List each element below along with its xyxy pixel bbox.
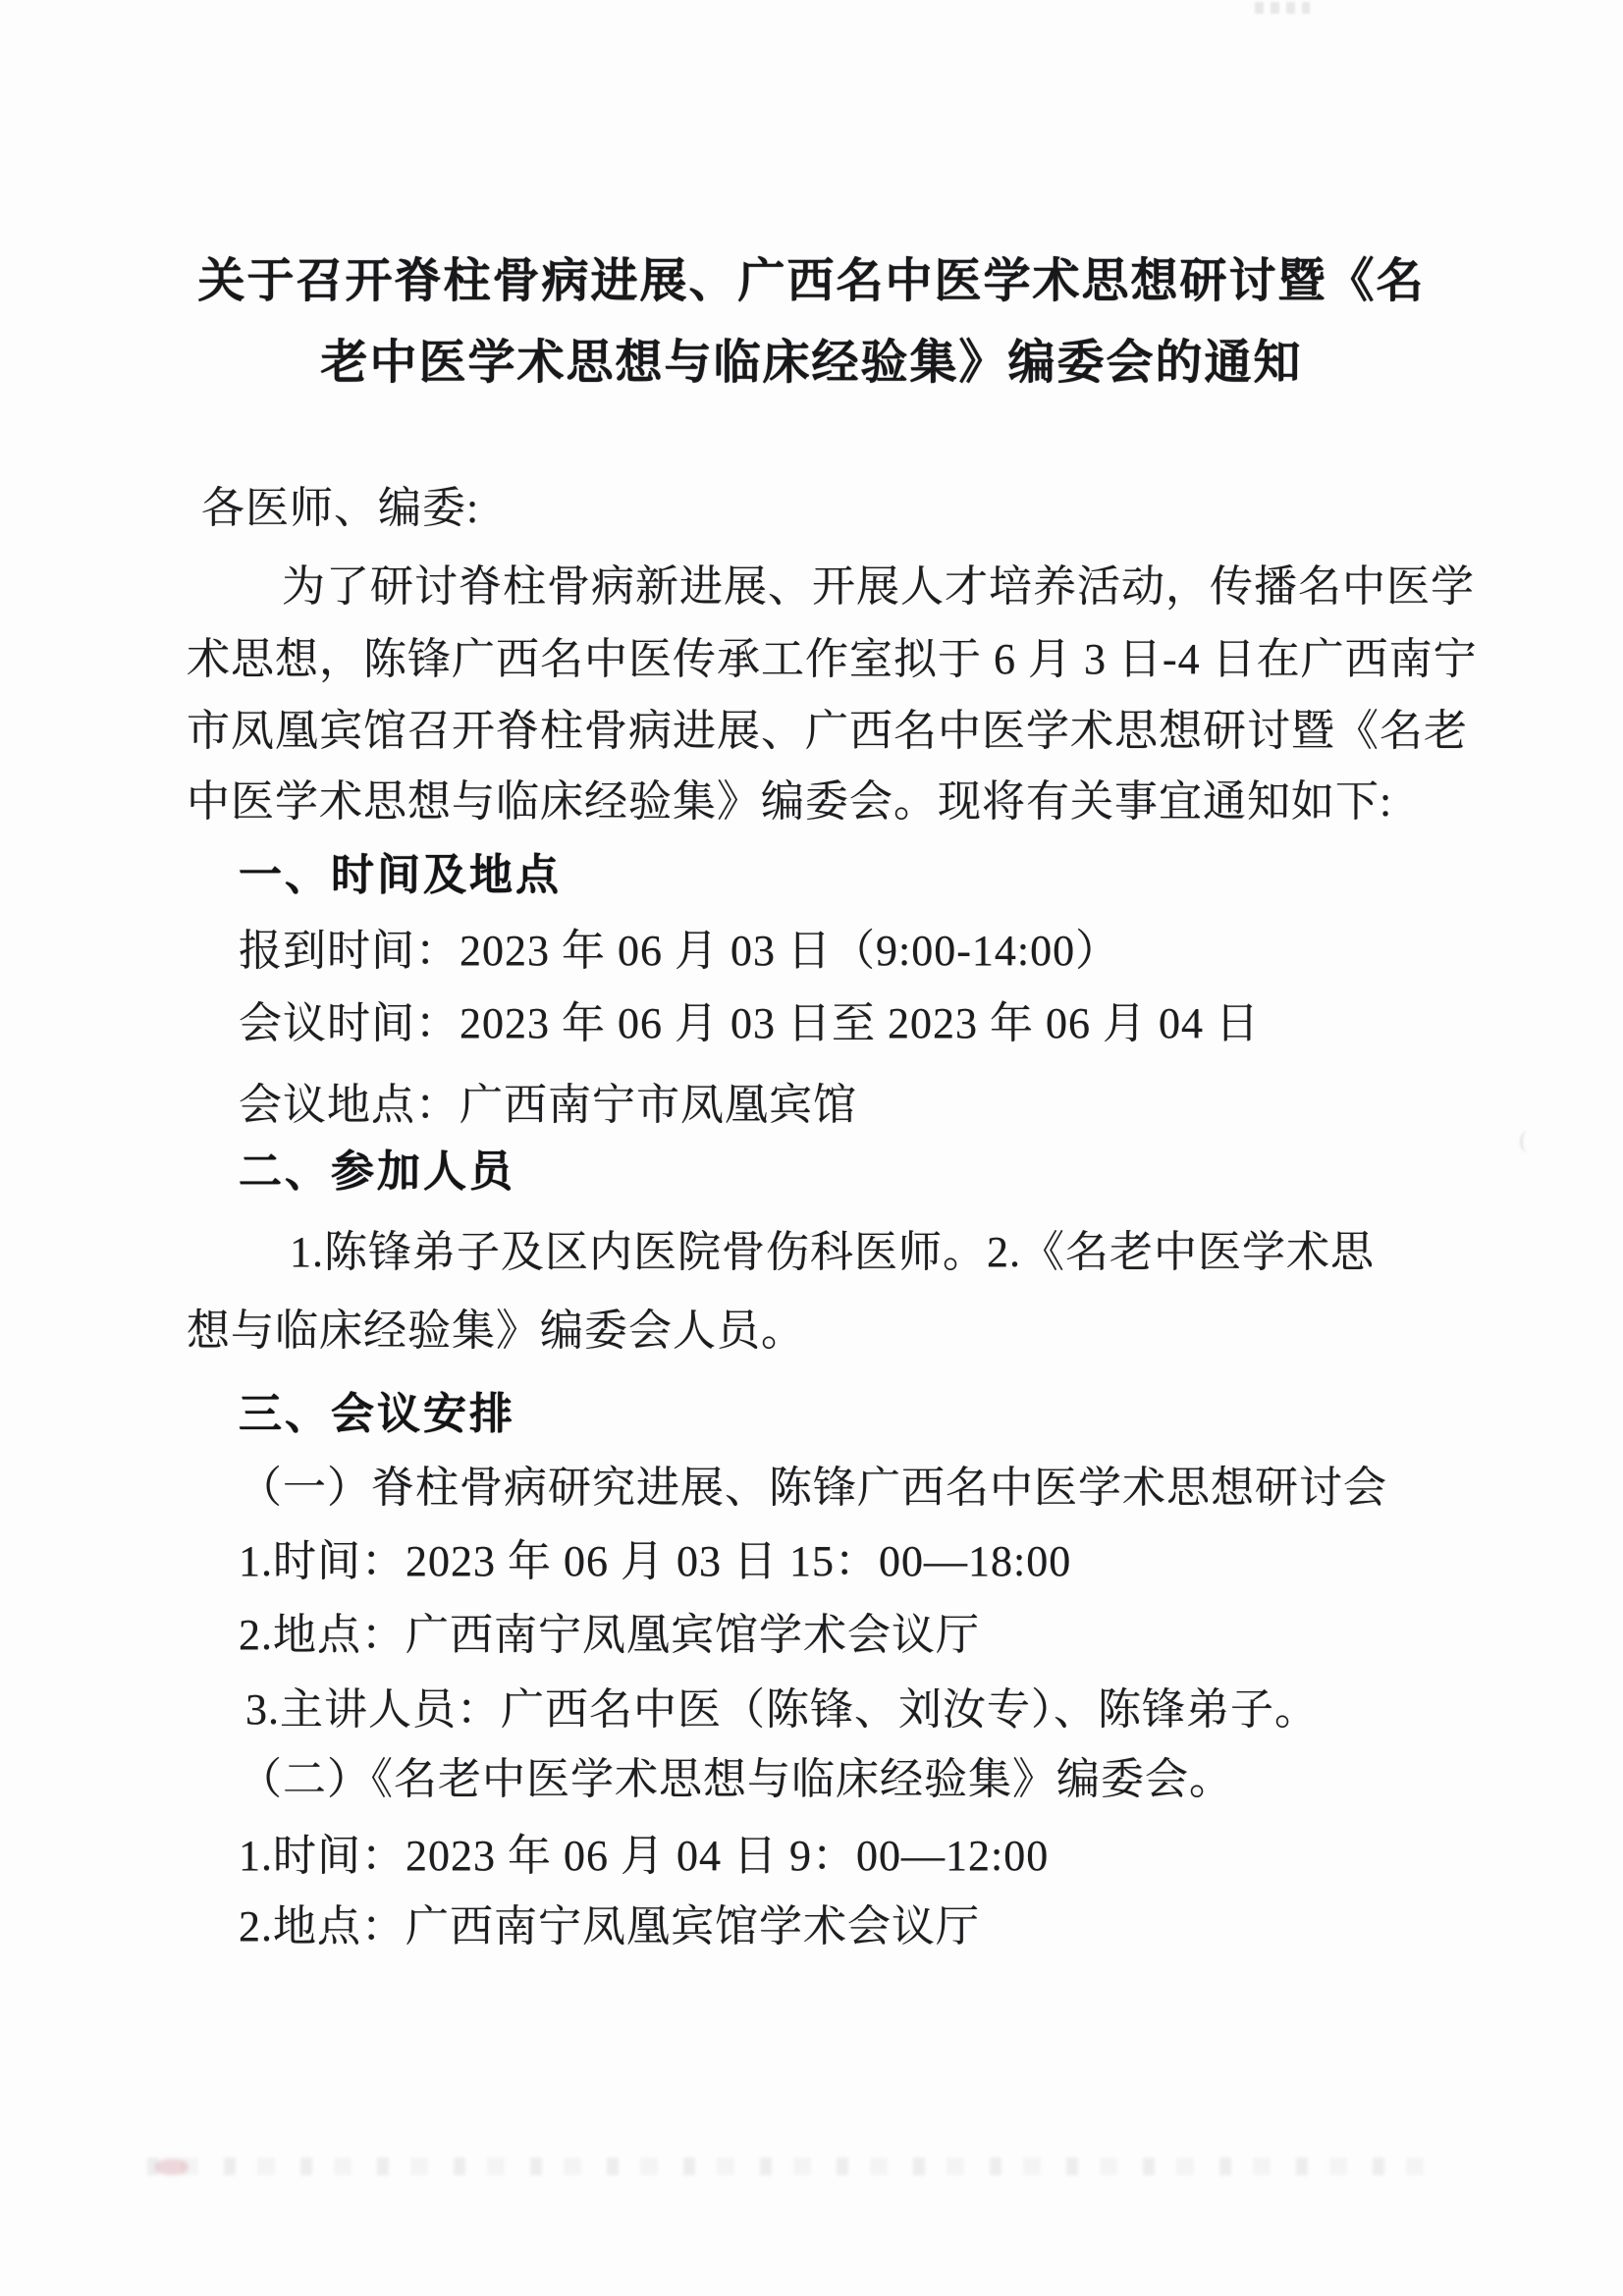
section-heading-1: 一、时间及地点 xyxy=(239,851,562,899)
agenda-time-line: 1.时间：2023 年 06 月 04 日 9：00—12:00 xyxy=(239,1832,1050,1880)
meeting-time-line: 会议时间：2023 年 06 月 03 日至 2023 年 06 月 04 日 xyxy=(239,999,1260,1047)
paragraph-line: 术思想，陈锋广西名中医传承工作室拟于 6 月 3 日-4 日在广西南宁 xyxy=(187,635,1478,683)
registration-time-line: 报到时间：2023 年 06 月 03 日（9:00-14:00） xyxy=(239,927,1120,975)
bleed-through-dot xyxy=(155,2159,189,2175)
participants-line: 想与临床经验集》编委会人员。 xyxy=(187,1307,805,1355)
bleed-through-artifact xyxy=(147,2158,1434,2175)
agenda-item-line: （二）《名老中医学术思想与临床经验集》编委会。 xyxy=(239,1755,1233,1803)
notice-title-line-2: 老中医学术思想与临床经验集》编委会的通知 xyxy=(320,337,1303,389)
scan-speck xyxy=(1520,1131,1535,1152)
salutation-line: 各医师、编委: xyxy=(201,484,480,532)
agenda-place-line: 2.地点：广西南宁凤凰宾馆学术会议厅 xyxy=(239,1902,980,1950)
paragraph-line: 中医学术思想与临床经验集》编委会。现将有关事宜通知如下: xyxy=(187,777,1393,826)
section-heading-3: 三、会议安排 xyxy=(239,1390,515,1438)
paragraph-line: 市凤凰宾馆召开脊柱骨病进展、广西名中医学术思想研讨暨《名老 xyxy=(187,707,1468,755)
paragraph-line: 为了研讨脊柱骨病新进展、开展人才培养活动，传播名中医学 xyxy=(282,562,1475,611)
scan-artifact-top xyxy=(1255,2,1310,14)
meeting-place-line: 会议地点：广西南宁市凤凰宾馆 xyxy=(239,1081,857,1129)
agenda-place-line: 2.地点：广西南宁凤凰宾馆学术会议厅 xyxy=(239,1611,980,1659)
participants-line: 1.陈锋弟子及区内医院骨伤科医师。2.《名老中医学术思 xyxy=(290,1228,1375,1276)
agenda-time-line: 1.时间：2023 年 06 月 03 日 15：00—18:00 xyxy=(239,1537,1072,1585)
notice-title-line-1: 关于召开脊柱骨病进展、广西名中医学术思想研讨暨《名 xyxy=(197,255,1426,307)
agenda-item-line: （一）脊柱骨病研究进展、陈锋广西名中医学术思想研讨会 xyxy=(239,1464,1387,1512)
agenda-speakers-line: 3.主讲人员：广西名中医（陈锋、刘汝专）、陈锋弟子。 xyxy=(245,1685,1319,1734)
section-heading-2: 二、参加人员 xyxy=(239,1148,515,1196)
